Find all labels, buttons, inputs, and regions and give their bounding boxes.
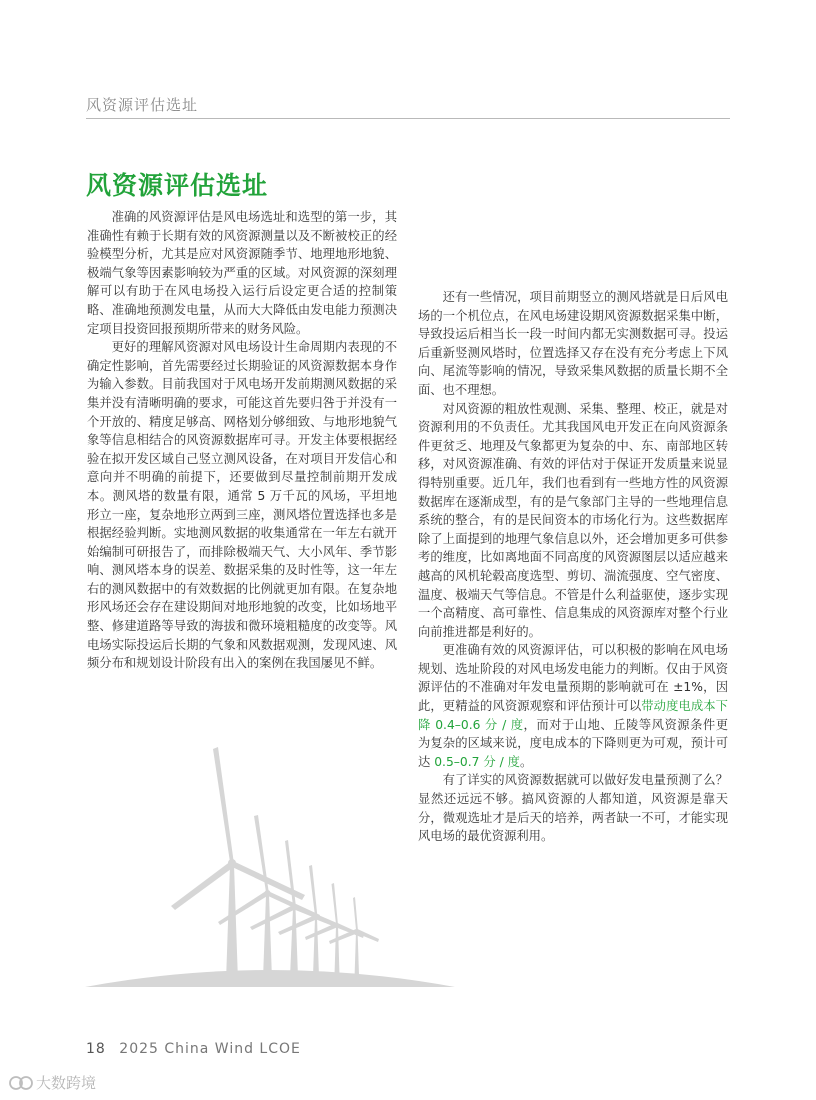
header-title: 风资源评估选址 xyxy=(86,96,199,114)
header-rule xyxy=(86,118,730,119)
left-column xyxy=(87,208,397,673)
right-paragraph-4: 有了详实的风资源数据就可以做好发电量预测了么？显然还远远不够。搞风资源的人都知道，风资源是靠天分，微观选址才是后天的培养，两者缺一不可，才能实现风电场的最优资源利用。 xyxy=(418,773,728,844)
cost-reduction-highlight-1: 带动度电成本下降 0.4–0.6 分 / 度 xyxy=(418,699,728,732)
report-title: 2025 China Wind LCOE xyxy=(119,1041,301,1057)
turbine-1 xyxy=(171,747,305,981)
right-paragraph-3-text-c: 。 xyxy=(519,754,533,769)
right-paragraph-3 xyxy=(418,641,728,771)
right-paragraph-3-text-b: ，而对于山地、丘陵等风资源条件更为复杂的区域来说，度电成本的下降则更为可观，预计可达 xyxy=(418,717,728,769)
right-column xyxy=(418,288,728,846)
left-paragraph-1: 准确的风资源评估是风电场选址和选型的第一步，其准确性有赖于长期有效的风资源测量以及不断被校正的经验模型分析，尤其是应对风资源随季节、地理地形地貌、极端气象等因素影响较为严重的区域。对风资源的深刻理解可以有助于在风电场投入运行后设定更合适的控制策略、准确地预测发电量，从而大大降低由发电能力预测决定项目投资回报预期所带来的财务风险。 xyxy=(87,210,397,336)
watermark-text: 大数跨境 xyxy=(36,1074,97,1092)
section-title: 风资源评估选址 xyxy=(86,171,269,200)
watermark-logo-icon xyxy=(8,1074,34,1092)
right-paragraph-3-text-a: 更准确有效的风资源评估，可以积极的影响在风电场规划、选址阶段的对风电场发电能力的判断。仅由于风资源评估的不准确对年发电量预期的影响就可在 ±1%，因此，更精益的风资源观察和评估预计可以 xyxy=(418,643,728,714)
page-number: 18 xyxy=(86,1041,106,1057)
turbine-4 xyxy=(278,865,350,976)
wind-turbines-illustration xyxy=(80,725,460,995)
right-paragraph-1: 还有一些情况，项目前期竖立的测风塔就是日后风电场的一个机位点，在风电场建设期风资源数据采集中断，导致投运后相当长一段一时间内都无实测数据可寻。投运后重新竖测风塔时，位置选择又存在没有充分考虑上下风向、尾流等影响的情况，导致采集风数据的质量长期不全面、也不理想。 xyxy=(418,290,728,397)
footer xyxy=(86,1041,301,1057)
left-paragraph-2: 更好的理解风资源对风电场设计生命周期内表现的不确定性影响，首先需要经过长期验证的风资源数据本身作为输入参数。目前我国对于风电场开发前期测风数据的采集并没有清晰明确的要求，可能这首先要归咎于并没有一个开放的、精度足够高、网格划分够细致、与地形地貌气象等信息相结合的风资源数据库可寻。开发主体要根据经验在拟开发区域自己竖立测风设备，在对项目开发信心和意向并不明确的前提下，还要做到尽量控制前期开发成本。测风塔的数量有限，通常 5 万千瓦的风场，平坦地形立一座，复杂地形立两到三座，测风塔位置选择也多是根据经验判断。实地测风数据的收集通常在一年左右就开始编制可研报告了，而排除极端天气、大小风年、季节影响、测风塔本身的误差、数据采集的及时性等，这一年左右的测风数据中的有效数据的比例就更加有限。在复杂地形风场还会存在建设期间对地形地貌的改变，比如场地平整、修建道路等导致的海拔和微环境粗糙度的改变等。风电场实际投运后长期的气象和风数据观测，发现风速、风频分布和规划设计阶段有出入的案例在我国屡见不鲜。 xyxy=(87,340,397,671)
right-paragraph-2: 对风资源的粗放性观测、采集、整理、校正，就是对资源利用的不负责任。尤其我国风电开发正在向风资源条件更贫乏、地理及气象都更为复杂的中、东、南部地区转移，对风资源准确、有效的评估对于保证开发质量来说显得特别重要。近几年，我们也看到有一些地方性的风资源数据库在逐渐成型，有的是气象部门主导的一些地理信息系统的整合，有的是民间资本的市场化行为。这些数据库除了上面提到的地理气象信息以外，还会增加更多可供参考的维度，比如离地面不同高度的风资源图层以适应越来越高的风机轮毂高度选型、剪切、湍流强度、空气密度、温度、极端天气等信息。不管是什么利益驱使，逐步实现一个高精度、高可靠性、信息集成的风资源库对整个行业向前推进都是利好的。 xyxy=(418,401,728,639)
cost-reduction-highlight-2: 0.5–0.7 分 / 度 xyxy=(434,754,520,769)
watermark xyxy=(8,1072,96,1093)
